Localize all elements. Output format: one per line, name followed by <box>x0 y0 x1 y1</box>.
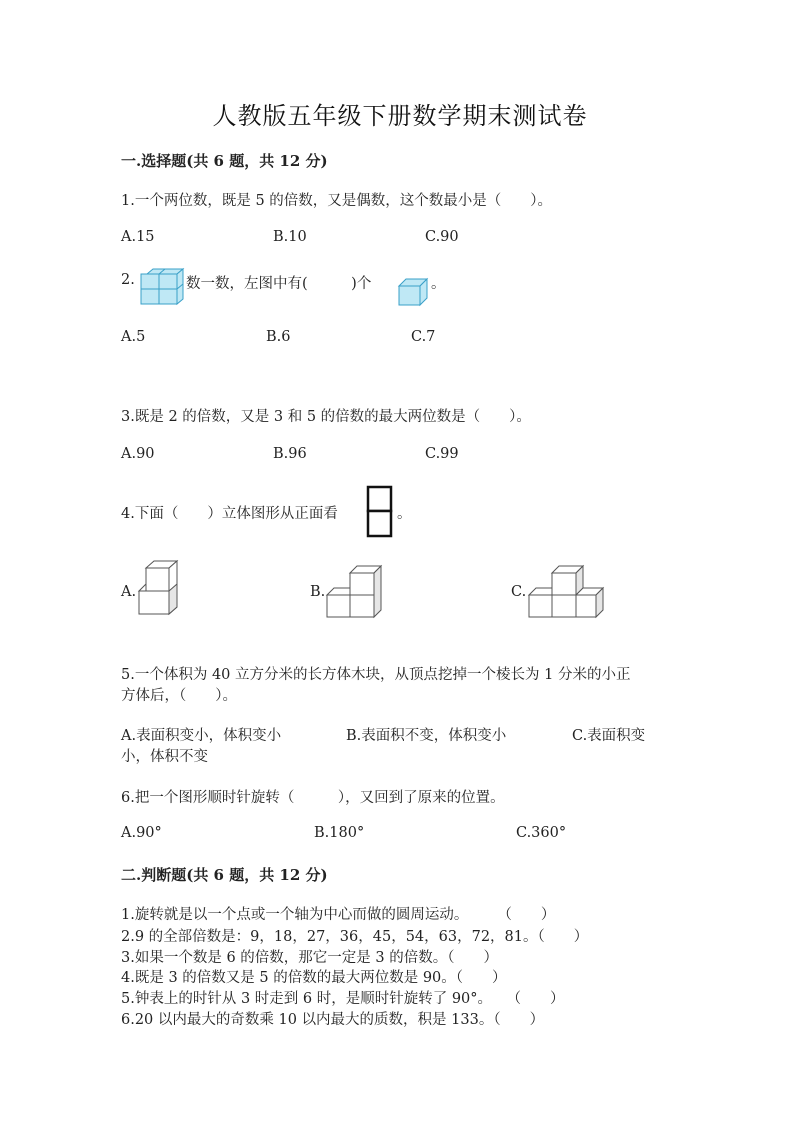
judgement-item-3: 3.如果一个数是 6 的倍数，那它一定是 3 的倍数。（ ） <box>121 950 498 966</box>
question-4-option-b: B. <box>310 584 326 600</box>
question-3-option-a: A.90 <box>121 446 155 462</box>
question-3-option-c: C.99 <box>425 446 459 462</box>
judgement-item-4: 4.既是 3 的倍数又是 5 的倍数的最大两位数是 90。（ ） <box>121 970 507 986</box>
question-4-option-c: C. <box>511 584 527 600</box>
question-1-option-b: B.10 <box>273 229 307 245</box>
question-5-option-c-continued: 小，体积不变 <box>121 749 208 765</box>
question-4-stem: 4.下面（ ）立体图形从正面看 <box>121 506 338 522</box>
question-1-stem: 1.一个两位数，既是 5 的倍数，又是偶数，这个数最小是（ ）。 <box>121 193 553 209</box>
question-5-option-b: B.表面积不变，体积变小 <box>346 728 507 744</box>
question-2-number: 2. <box>121 272 135 288</box>
question-5-option-a: A.表面积变小，体积变小 <box>121 728 282 744</box>
page-title: 人教版五年级下册数学期末测试卷 <box>212 102 588 130</box>
judgement-item-1: 1.旋转就是以一个点或一个轴为中心而做的圆周运动。 （ ） <box>121 907 556 923</box>
question-5-option-c: C.表面积变 <box>572 728 646 744</box>
question-5-stem-line-1: 5.一个体积为 40 立方分米的长方体木块，从顶点挖掉一个棱长为 1 分米的小正 <box>121 667 631 683</box>
question-2-option-a: A.5 <box>121 329 146 345</box>
question-2-stem: 数一数，左图中有( )个 <box>186 276 372 292</box>
question-2-stem-end: 。 <box>431 276 446 292</box>
question-4-stem-end: 。 <box>397 506 412 522</box>
judgement-item-5: 5.钟表上的时针从 3 时走到 6 时，是顺时针旋转了 90°。 （ ） <box>121 991 565 1007</box>
question-3-stem: 3.既是 2 的倍数，又是 3 和 5 的倍数的最大两位数是（ ）。 <box>121 409 531 425</box>
cube-stack-icon <box>139 268 185 306</box>
question-6-option-c: C.360° <box>516 825 567 841</box>
question-2-option-c: C.7 <box>411 329 436 345</box>
question-1-option-a: A.15 <box>121 229 155 245</box>
question-2-option-b: B.6 <box>266 329 291 345</box>
solid-c-icon <box>527 565 605 621</box>
solid-a-icon <box>137 560 181 620</box>
question-3-option-b: B.96 <box>273 446 307 462</box>
judgement-item-2: 2.9 的全部倍数是：9，18，27，36，45，54，63，72，81。（ ） <box>121 929 589 945</box>
question-1-option-c: C.90 <box>425 229 459 245</box>
section-heading-choice: 一.选择题(共 6 题，共 12 分) <box>121 152 328 170</box>
front-view-icon <box>366 485 394 539</box>
judgement-item-6: 6.20 以内最大的奇数乘 10 以内最大的质数，积是 133。（ ） <box>121 1012 545 1028</box>
question-6-option-a: A.90° <box>121 825 162 841</box>
question-5-stem-line-2: 方体后，（ ）。 <box>121 688 237 704</box>
section-heading-judgement: 二.判断题(共 6 题，共 12 分) <box>121 866 328 884</box>
solid-b-icon <box>325 565 383 621</box>
question-4-option-a: A. <box>121 584 137 600</box>
question-6-option-b: B.180° <box>314 825 365 841</box>
single-cube-icon <box>397 278 429 306</box>
question-6-stem: 6.把一个图形顺时针旋转（ ），又回到了原来的位置。 <box>121 790 505 806</box>
